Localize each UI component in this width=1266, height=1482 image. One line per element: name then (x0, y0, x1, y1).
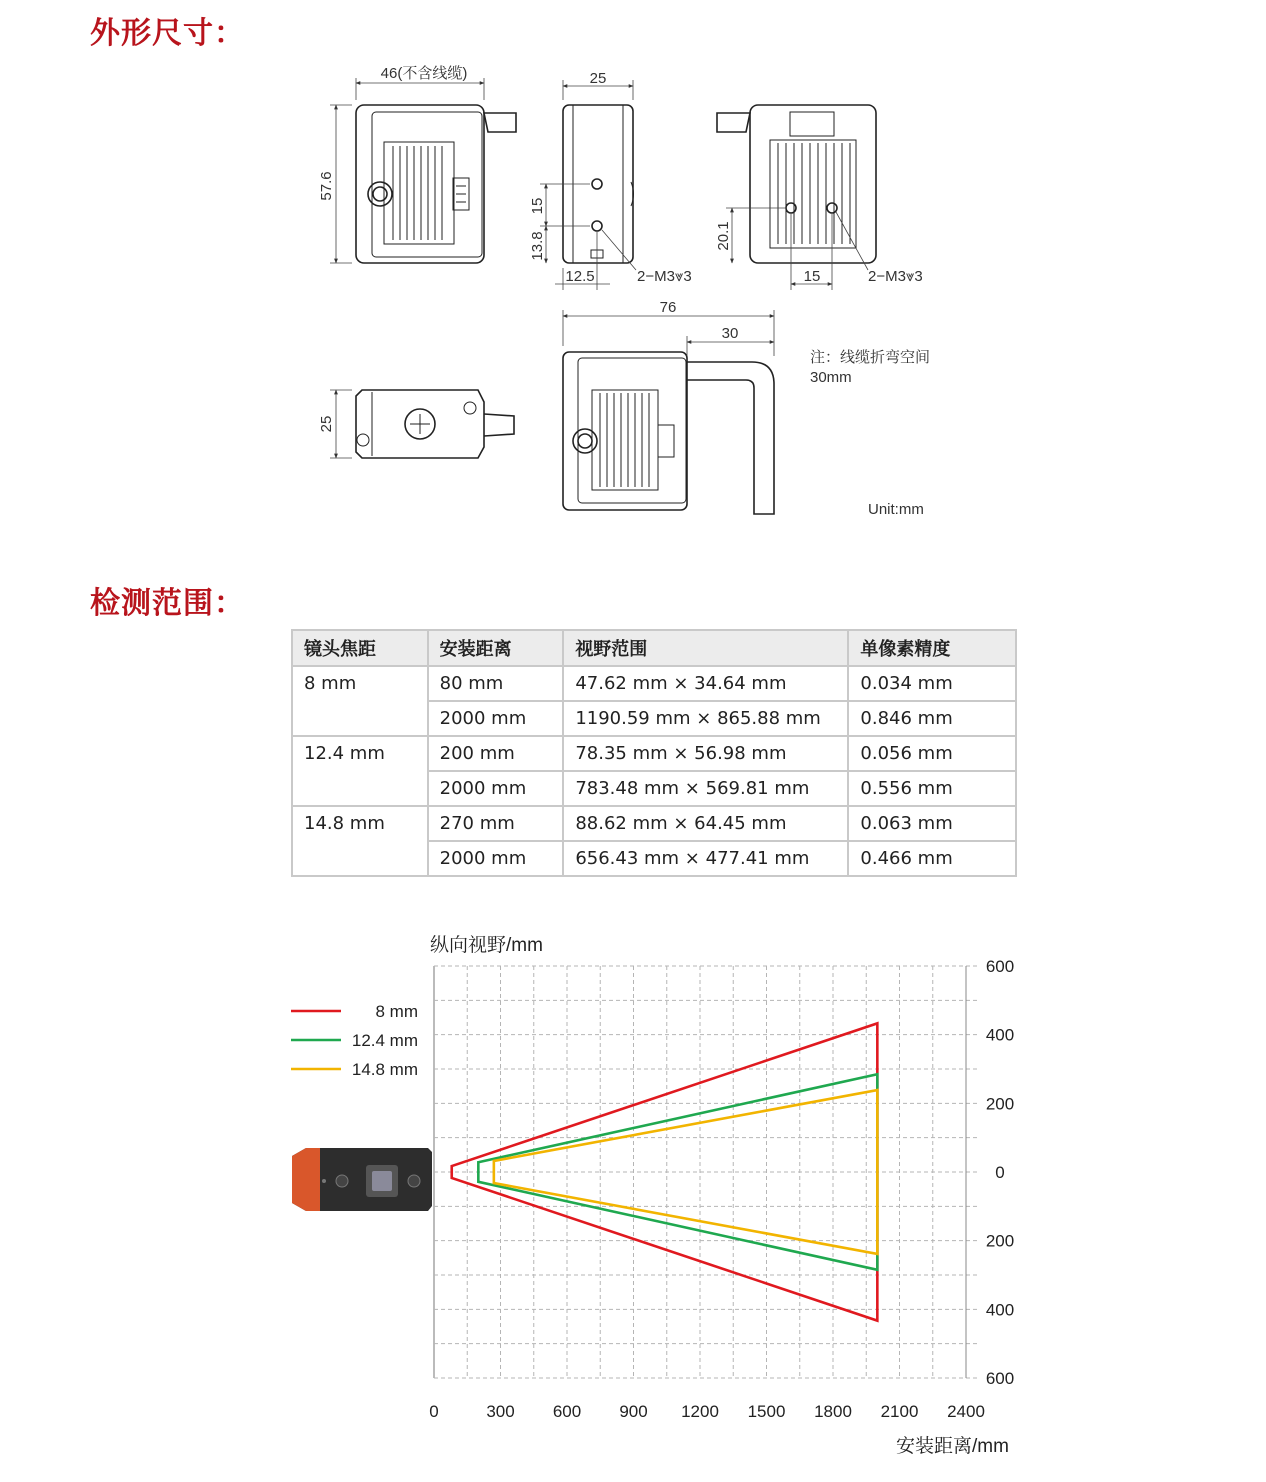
header-focal: 镜头焦距 (292, 630, 428, 666)
series-fov-12-4mm (478, 1074, 877, 1270)
y-tick-label: 400 (985, 1300, 1015, 1320)
x-tick-label: 300 (486, 1402, 515, 1421)
x-axis-label: 安装距离/mm (896, 1436, 1009, 1457)
legend-label: 8 mm (375, 1002, 418, 1021)
dim-top-depth: 25 (318, 415, 335, 433)
fov-chart (280, 925, 1040, 1465)
dim-cable-bend: 30 (721, 325, 739, 342)
y-tick-label: 400 (985, 1025, 1015, 1045)
x-tick-label: 2100 (880, 1402, 919, 1421)
cell-precision: 0.466 mm (848, 841, 1016, 876)
spec-table (291, 629, 1017, 877)
dim-side-hole-bottom: 13.8 (529, 231, 546, 261)
dim-back-hole-spacing: 15 (803, 268, 821, 285)
header-fov: 视野范围 (563, 630, 848, 666)
y-tick-label: 600 (985, 1369, 1015, 1388)
front-view (356, 105, 516, 263)
cell-fov: 1190.59 mm × 865.88 mm (563, 701, 848, 736)
cell-distance: 80 mm (428, 666, 564, 701)
x-tick-label: 900 (619, 1402, 648, 1421)
header-distance: 安装距离 (428, 630, 564, 666)
x-tick-label: 2400 (947, 1402, 985, 1421)
legend-label: 12.4 mm (351, 1031, 418, 1050)
cell-precision: 0.556 mm (848, 771, 1016, 806)
cell-focal: 12.4 mm (292, 736, 428, 806)
dim-side-thread: 2−M3⩔3 (637, 268, 692, 285)
dim-side-width: 25 (589, 70, 607, 87)
cell-precision: 0.063 mm (848, 806, 1016, 841)
dim-side-hole-left: 12.5 (565, 268, 595, 285)
y-tick-label: 600 (985, 957, 1015, 976)
cell-fov: 47.62 mm × 34.64 mm (563, 666, 848, 701)
cell-distance: 270 mm (428, 806, 564, 841)
cell-focal: 14.8 mm (292, 806, 428, 876)
cell-fov: 783.48 mm × 569.81 mm (563, 771, 848, 806)
legend-label: 14.8 mm (351, 1060, 418, 1079)
cell-precision: 0.846 mm (848, 701, 1016, 736)
table-row (292, 736, 1016, 771)
x-tick-label: 1800 (814, 1402, 852, 1421)
camera-illustration (292, 1148, 432, 1211)
table-row (292, 666, 1016, 701)
back-view (717, 105, 876, 263)
dim-front-height: 57.6 (318, 171, 335, 201)
unit-label: Unit:mm (868, 501, 924, 518)
dimension-drawing (300, 60, 980, 530)
table-header-row (292, 630, 1016, 666)
note-line-2: 30mm (810, 369, 852, 386)
y-tick-label: 200 (985, 1231, 1015, 1251)
cell-fov: 78.35 mm × 56.98 mm (563, 736, 848, 771)
cell-distance: 200 mm (428, 736, 564, 771)
table-row (292, 806, 1016, 841)
dimensions-title: 外形尺寸： (90, 16, 245, 51)
cell-distance: 2000 mm (428, 841, 564, 876)
length-view (563, 352, 774, 514)
cell-precision: 0.034 mm (848, 666, 1016, 701)
y-tick-label: 200 (985, 1094, 1015, 1114)
x-tick-label: 0 (429, 1402, 439, 1421)
dim-total-length: 76 (659, 299, 677, 316)
y-tick-label: 0 (995, 1163, 1005, 1182)
x-tick-label: 600 (552, 1402, 582, 1421)
cell-distance: 2000 mm (428, 771, 564, 806)
note-line-1: 注：线缆折弯空间 (810, 349, 931, 366)
dim-side-hole-spacing: 15 (529, 197, 546, 215)
cell-focal: 8 mm (292, 666, 428, 736)
dim-back-hole-height: 20.1 (715, 221, 732, 251)
cell-distance: 2000 mm (428, 701, 564, 736)
x-tick-label: 1500 (747, 1402, 786, 1421)
dim-back-thread: 2−M3⩔3 (868, 268, 923, 285)
top-view (356, 390, 514, 458)
range-title: 检测范围： (90, 586, 245, 621)
cell-fov: 88.62 mm × 64.45 mm (563, 806, 848, 841)
x-tick-label: 1200 (681, 1402, 719, 1421)
y-axis-label: 纵向视野/mm (430, 935, 543, 956)
cell-precision: 0.056 mm (848, 736, 1016, 771)
header-precision: 单像素精度 (848, 630, 1016, 666)
cell-fov: 656.43 mm × 477.41 mm (563, 841, 848, 876)
dim-front-width: 46(不含线缆) (380, 65, 468, 82)
